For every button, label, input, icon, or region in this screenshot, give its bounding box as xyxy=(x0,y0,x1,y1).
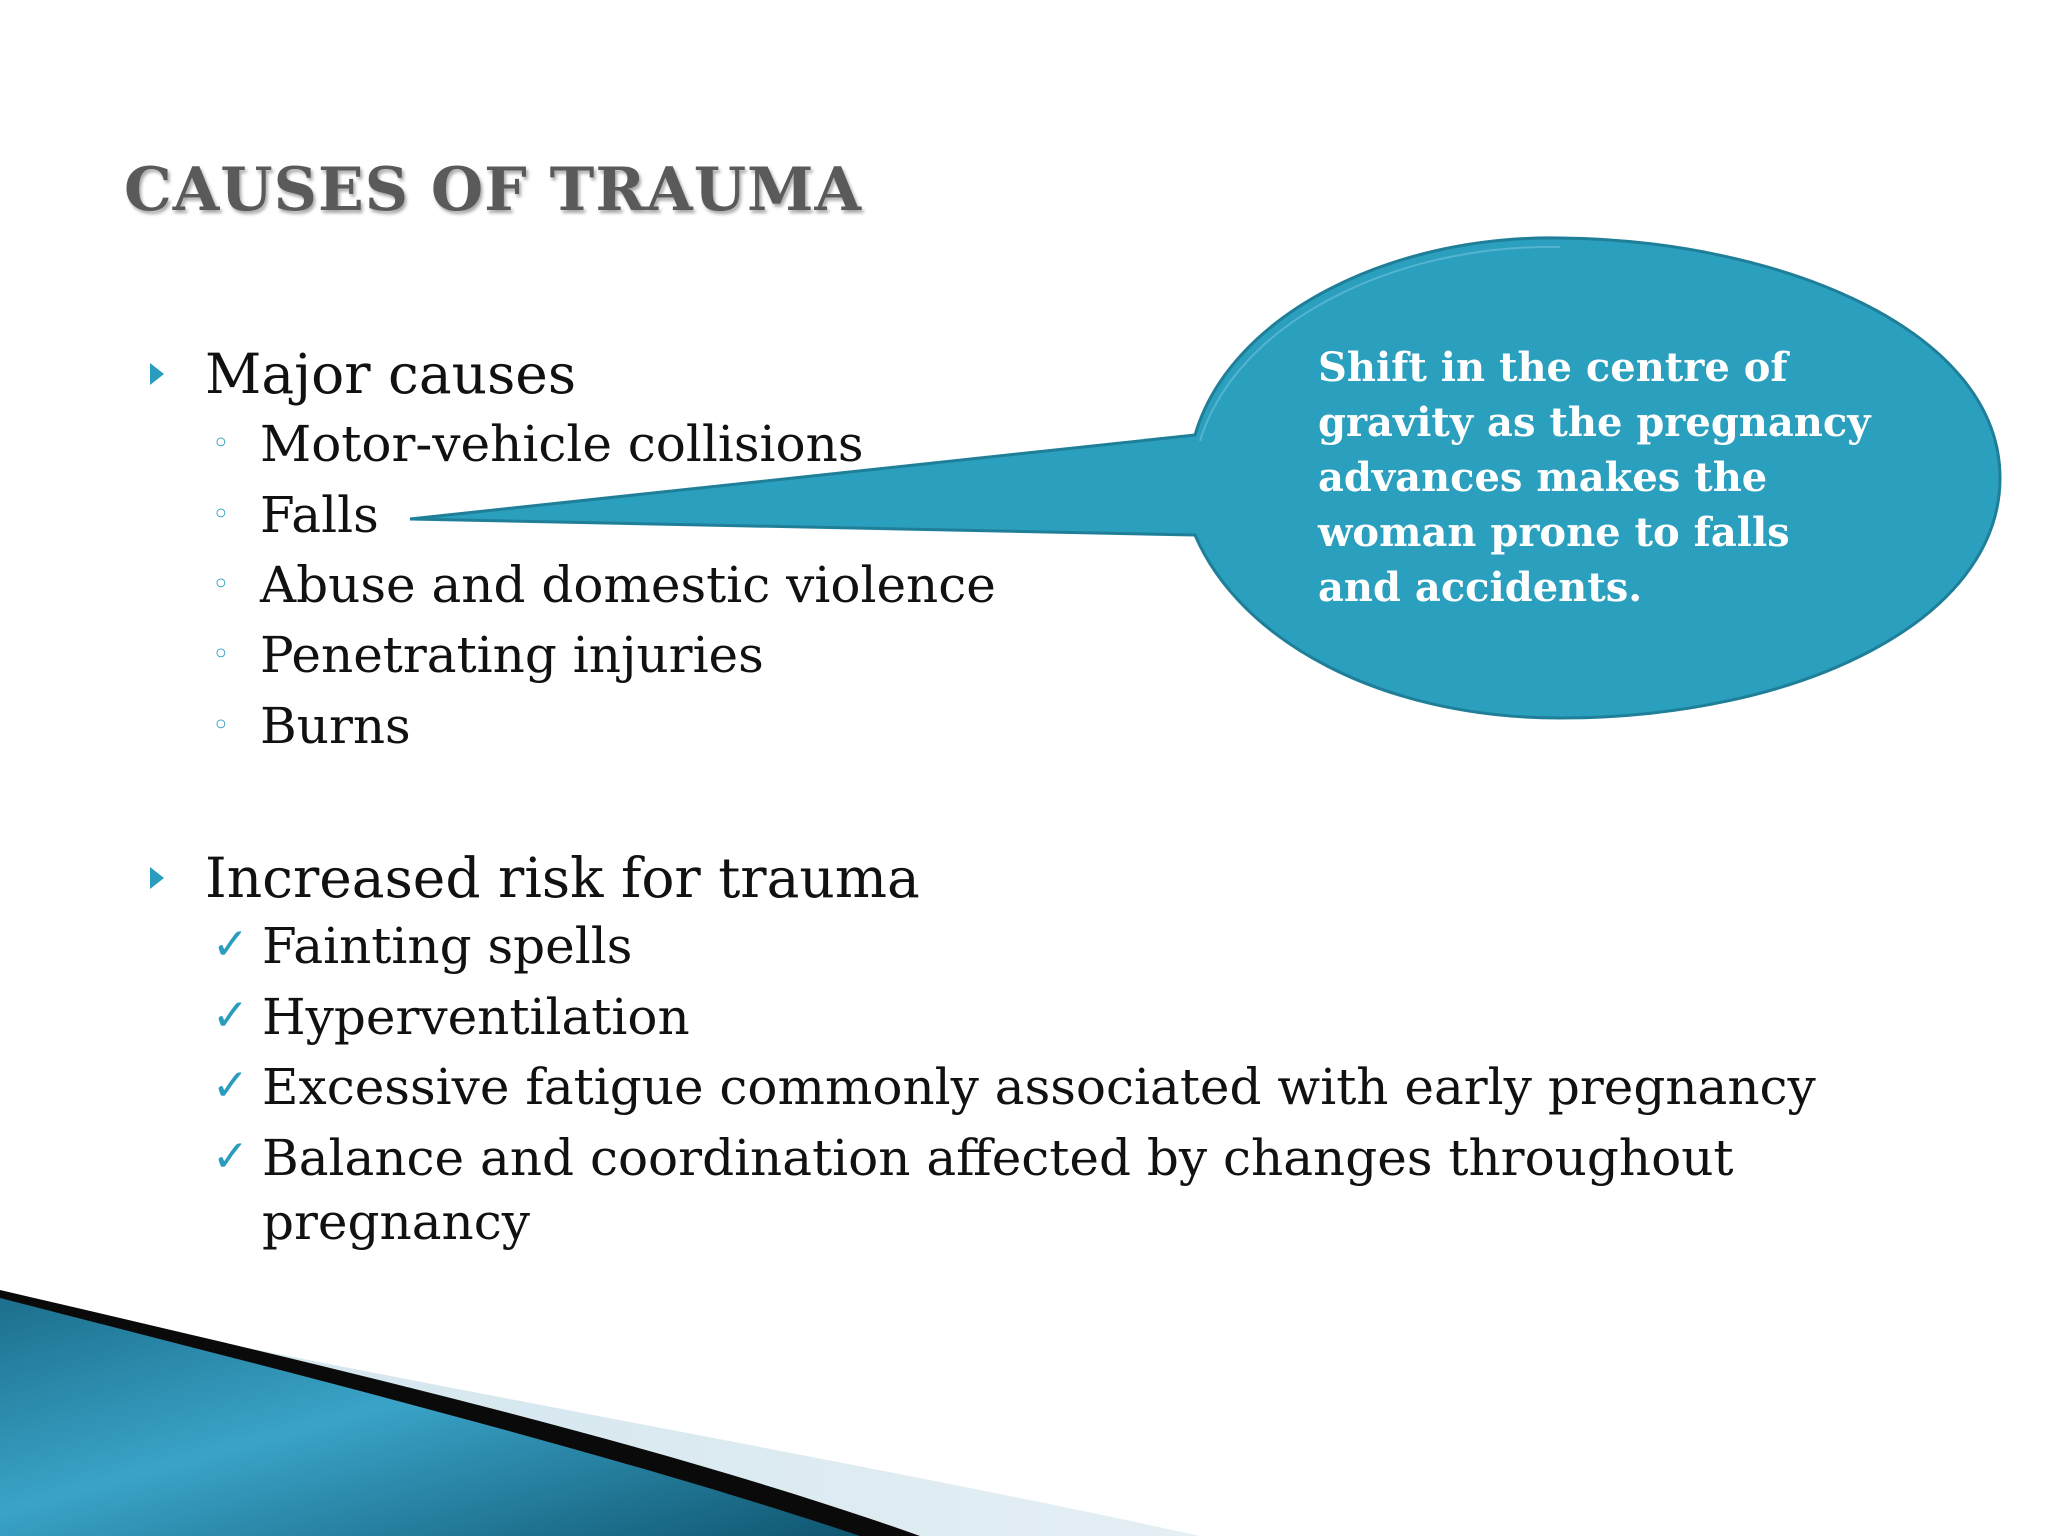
list-item-text: Fainting spells xyxy=(262,917,633,975)
triangle-bullet-icon xyxy=(150,363,164,385)
checkmark-icon: ✓ xyxy=(212,990,249,1041)
list-item-text: Penetrating injuries xyxy=(260,626,764,684)
list-item-text: Hyperventilation xyxy=(262,988,690,1046)
list-item xyxy=(212,985,1912,1053)
callout-text: Shift in the centre of gravity as the pregnancy advances makes the woman prone to falls and accidents. xyxy=(1318,344,1871,611)
list-item-text: Burns xyxy=(260,697,411,755)
section-heading: Increased risk for trauma xyxy=(205,846,920,910)
list-item xyxy=(212,914,1912,982)
hollow-circle-bullet-icon: ◦ xyxy=(212,708,230,743)
section-heading: Major causes xyxy=(205,342,577,406)
list-item-text: Falls xyxy=(260,486,379,544)
checkmark-icon: ✓ xyxy=(212,919,249,970)
list-item xyxy=(212,1126,1732,1266)
list-item-text: Excessive fatigue commonly associated with early pregnancy xyxy=(262,1058,1816,1116)
checkmark-icon: ✓ xyxy=(212,1060,249,1111)
slide-title: CAUSES OF TRAUMA xyxy=(124,155,863,225)
list-item-text: Balance and coordination affected by changes throughout pregnancy xyxy=(262,1129,1734,1251)
hollow-circle-bullet-icon: ◦ xyxy=(212,567,230,602)
hollow-circle-bullet-icon: ◦ xyxy=(212,637,230,672)
hollow-circle-bullet-icon: ◦ xyxy=(212,426,230,461)
triangle-bullet-icon xyxy=(150,867,164,889)
list-item-text: Abuse and domestic violence xyxy=(260,556,996,614)
hollow-circle-bullet-icon: ◦ xyxy=(212,497,230,532)
list-item xyxy=(212,1055,1912,1123)
list-item-text: Motor-vehicle collisions xyxy=(260,415,864,473)
checkmark-icon: ✓ xyxy=(212,1131,249,1182)
